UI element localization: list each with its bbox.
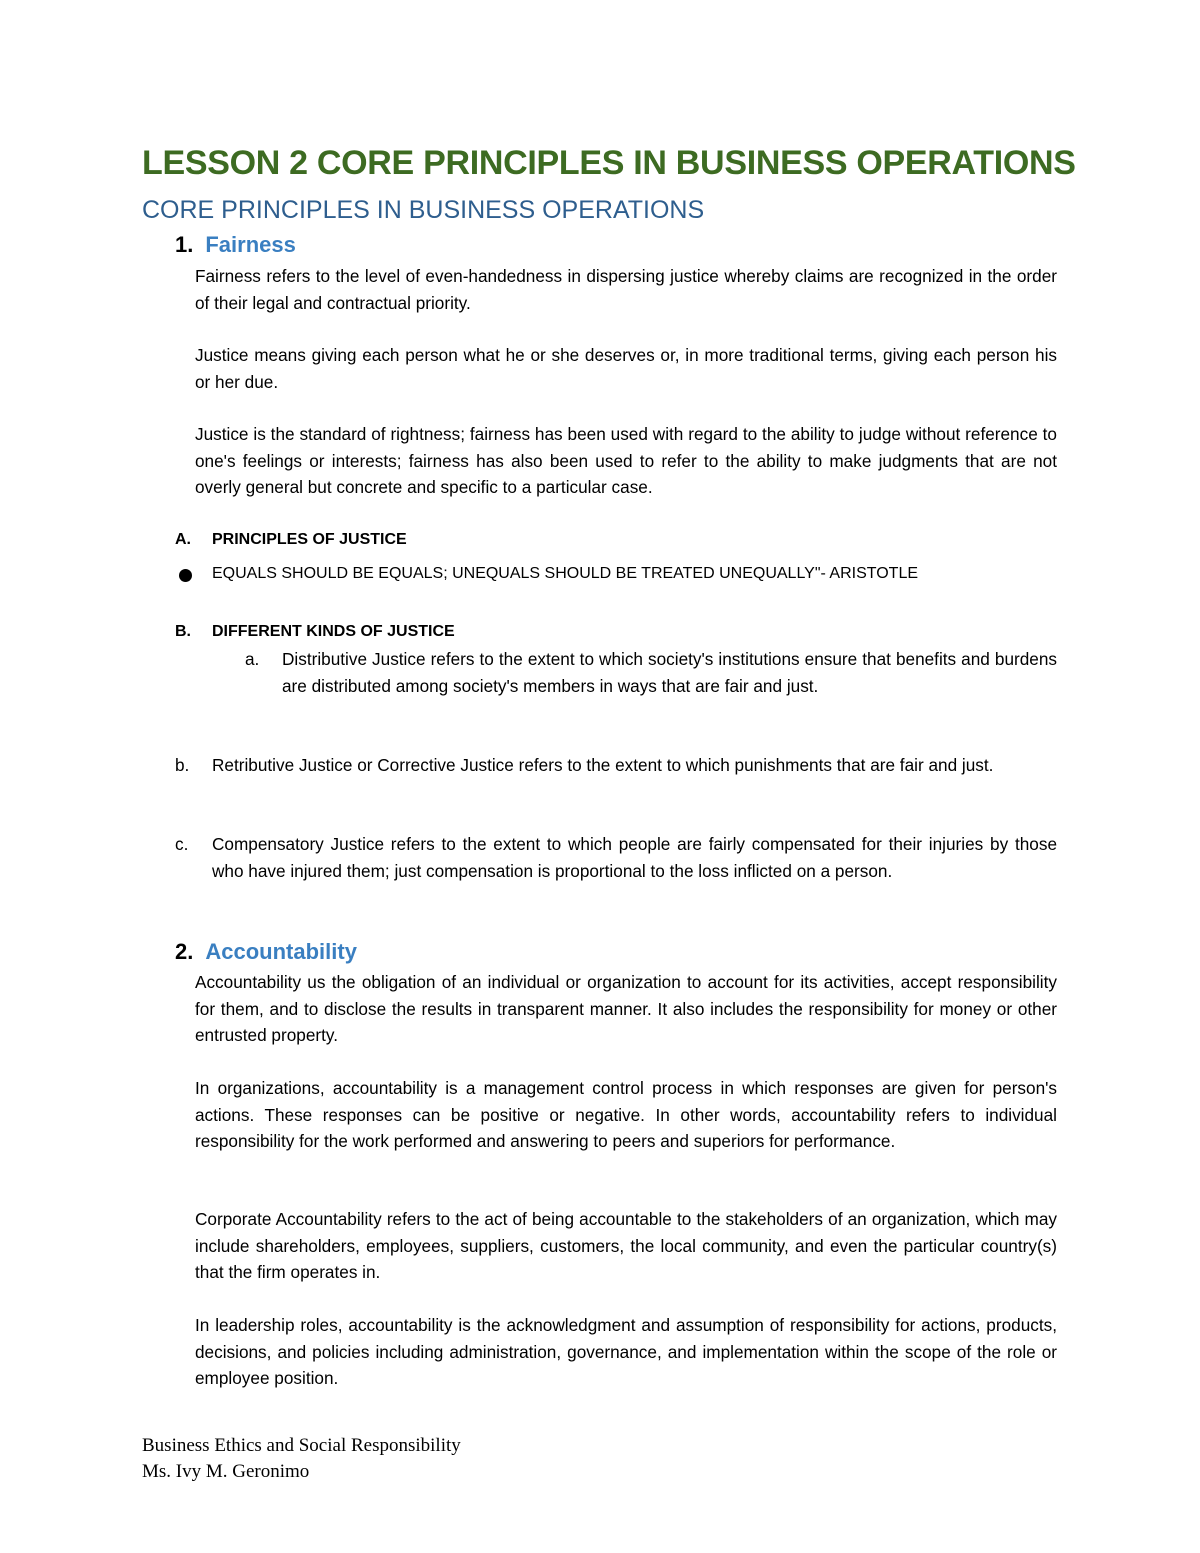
fairness-paragraph-2: Justice means giving each person what he or she deserves or, in more traditional terms, giving each person his or her due. [195,345,1057,392]
accountability-paragraph-1: Accountability us the obligation of an individual or organization to account for its activities, accept responsibility for them, and to disclose the results in transparent manner. It also includes the responsibility for money or other entrusted property. [195,972,1057,1045]
footer-author: Ms. Ivy M. Geronimo [142,1461,310,1482]
item-letter: a. [245,649,260,669]
list-item [175,831,1057,884]
kinds-title: DIFFERENT KINDS OF JUSTICE [212,623,455,640]
accountability-paragraph-2: In organizations, accountability is a management control process in which responses are given for person's actions. These responses can be positive or negative. In other words, accountability refers to individual responsibility for the work performed and answering to peers and superiors for performance. [195,1078,1057,1151]
accountability-number: 2. [175,939,194,964]
principles-title: PRINCIPLES OF JUSTICE [212,531,407,548]
fairness-heading [175,232,296,258]
fairness-paragraph-3: Justice is the standard of rightness; fairness has been used with regard to the ability to judge without reference to one's feelings or interests; fairness has also been used to refer to the ability to make judgments that are not overly general but concrete and specific to a particular case. [195,424,1057,497]
fairness-title: Fairness [205,232,296,257]
section-subtitle: CORE PRINCIPLES IN BUSINESS OPERATIONS [142,196,705,224]
aristotle-quote: EQUALS SHOULD BE EQUALS; UNEQUALS SHOULD BE TREATED UNEQUALLY"- ARISTOTLE [212,565,919,582]
accountability-paragraph-4: In leadership roles, accountability is the acknowledgment and assumption of responsibility for actions, products, decisions, and policies including administration, governance, and implementation within the scope of the role or employee position. [195,1315,1057,1388]
list-item [245,646,1057,699]
fairness-paragraph-1: Fairness refers to the level of even-handedness in dispersing justice whereby claims are recognized in the order of their legal and contractual priority. [195,266,1057,313]
principles-of-justice-heading [175,531,407,549]
item-letter: b. [175,755,190,775]
principles-letter: A. [175,531,191,548]
lesson-title: LESSON 2 CORE PRINCIPLES IN BUSINESS OPERATIONS [142,144,1076,182]
kinds-of-justice-heading [175,623,455,641]
accountability-paragraph-3: Corporate Accountability refers to the act of being accountable to the stakeholders of an organization, which may include shareholders, employees, suppliers, customers, the local community, and even the particular country(s) that the firm operates in. [195,1209,1057,1282]
item-text: Compensatory Justice refers to the extent to which people are fairly compensated for their injuries by those who have injured them; just compensation is proportional to the loss inflicted on a person. [212,834,1057,881]
bullet-dot-icon [179,569,192,582]
item-text: Retributive Justice or Corrective Justice refers to the extent to which punishments that are fair and just. [212,755,994,775]
item-letter: c. [175,834,189,854]
kinds-letter: B. [175,623,191,640]
footer-course: Business Ethics and Social Responsibility [142,1435,461,1456]
accountability-title: Accountability [205,939,357,964]
list-item [175,752,1057,779]
item-text: Distributive Justice refers to the extent to which society's institutions ensure that benefits and burdens are distributed among society's members in ways that are fair and just. [282,649,1057,696]
accountability-heading [175,939,357,965]
fairness-number: 1. [175,232,194,257]
